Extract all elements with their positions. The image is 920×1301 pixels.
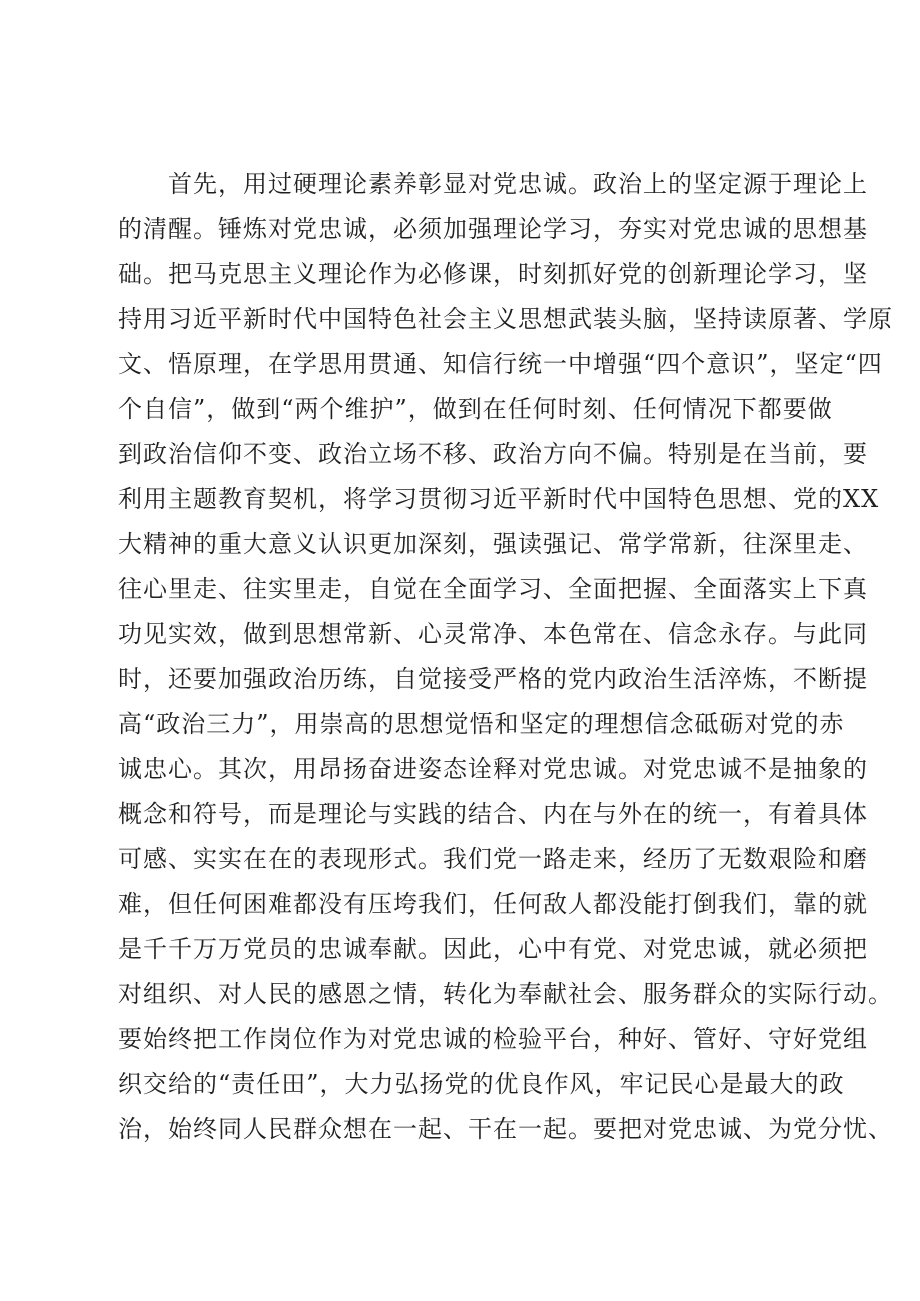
text-line: 难，但任何困难都没有压垮我们，任何敌人都没能打倒我们，靠的就 bbox=[118, 890, 868, 918]
text-line: 到政治信仰不变、政治立场不移、政治方向不偏。特别是在当前，要 bbox=[118, 440, 868, 468]
text-line: 时，还要加强政治历练，自觉接受严格的党内政治生活淬炼，不断提 bbox=[118, 665, 868, 693]
text-line: 治，始终同人民群众想在一起、干在一起。要把对党忠诚、为党分忧、 bbox=[118, 1115, 893, 1143]
text-line: 是千千万万党员的忠诚奉献。因此，心中有党、对党忠诚，就必须把 bbox=[118, 935, 868, 963]
text-line: 功见实效，做到思想常新、心灵常净、本色常在、信念永存。与此同 bbox=[118, 620, 868, 648]
text-line: 利用主题教育契机，将学习贯彻习近平新时代中国特色思想、党的XX bbox=[118, 485, 880, 513]
text-line: 织交给的“责任田”，大力弘扬党的优良作风，牢记民心是最大的政 bbox=[118, 1070, 845, 1098]
text-line: 础。把马克思主义理论作为必修课，时刻抓好党的创新理论学习，坚 bbox=[118, 260, 868, 288]
text-line: 要始终把工作岗位作为对党忠诚的检验平台，种好、管好、守好党组 bbox=[118, 1025, 868, 1053]
text-line: 个自信”，做到“两个维护”，做到在任何时刻、任何情况下都要做 bbox=[118, 395, 833, 423]
text-line: 可感、实实在在的表现形式。我们党一路走来，经历了无数艰险和磨 bbox=[118, 845, 868, 873]
text-line: 对组织、对人民的感恩之情，转化为奉献社会、服务群众的实际行动。 bbox=[118, 980, 893, 1008]
text-line: 诚忠心。其次，用昂扬奋进姿态诠释对党忠诚。对党忠诚不是抽象的 bbox=[118, 755, 868, 783]
text-line: 往心里走、往实里走，自觉在全面学习、全面把握、全面落实上下真 bbox=[118, 575, 868, 603]
text-line: 高“政治三力”，用崇高的思想觉悟和坚定的理想信念砥砺对党的赤 bbox=[118, 710, 845, 738]
text-line: 大精神的重大意义认识更加深刻，强读强记、常学常新，往深里走、 bbox=[118, 530, 868, 558]
text-line: 概念和符号，而是理论与实践的结合、内在与外在的统一，有着具体 bbox=[118, 800, 868, 828]
text-line: 文、悟原理，在学思用贯通、知信行统一中增强“四个意识”，坚定“四 bbox=[118, 350, 883, 378]
text-line: 持用习近平新时代中国特色社会主义思想武装头脑，坚持读原著、学原 bbox=[118, 305, 893, 333]
text-line: 的清醒。锤炼对党忠诚，必须加强理论学习，夯实对党忠诚的思想基 bbox=[118, 215, 868, 243]
text-line: 首先，用过硬理论素养彰显对党忠诚。政治上的坚定源于理论上 bbox=[168, 170, 868, 198]
